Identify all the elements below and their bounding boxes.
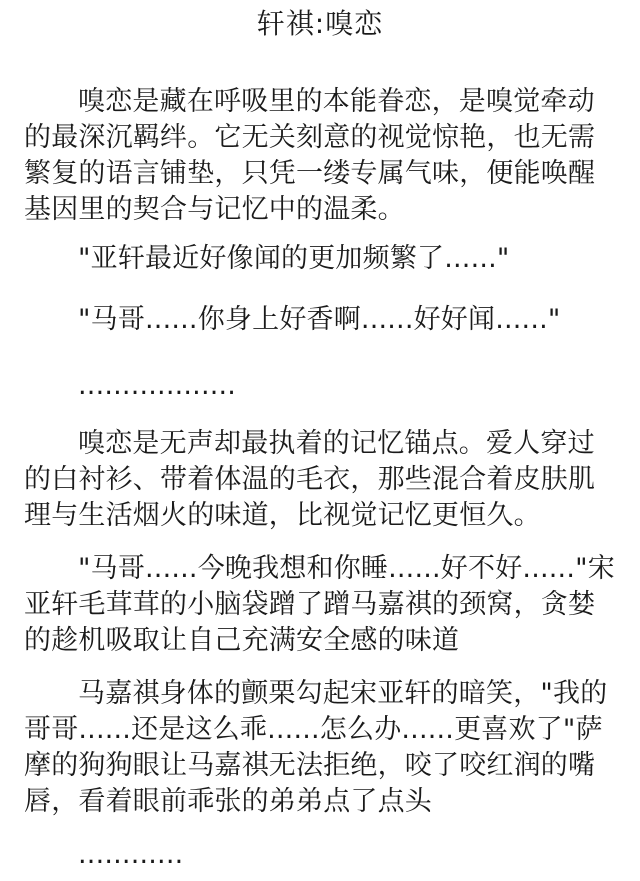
paragraph-dialogue: 马嘉祺身体的颤栗勾起宋亚轩的暗笑，"我的哥哥......还是这么乖......怎么办......更喜欢了"萨摩的狗狗眼让马嘉祺无法拒绝，咬了咬红润的嘴唇，看着眼前乖张的弟弟点了点头 [24, 678, 608, 817]
page-title: 轩祺:嗅恋 [256, 7, 384, 40]
dialogue-line: "马哥......你身上好香啊......好好闻......" [78, 304, 561, 335]
dialogue-line: "亚轩最近好像闻的更加频繁了......" [78, 243, 510, 274]
paragraph-memory: 嗅恋是无声却最执着的记忆锚点。爱人穿过的白衬衫、带着体温的毛衣，那些混合着皮肤肌理与生活烟火的味道，比视觉记忆更恒久。 [24, 428, 596, 531]
paragraph-dialogue: "马哥......今晚我想和你睡......好不好......"宋亚轩毛茸茸的小脑袋蹭了蹭马嘉祺的颈窝，贪婪的趁机吸取让自己充满安全感的味道 [24, 553, 615, 656]
paragraph-intro: 嗅恋是藏在呼吸里的本能眷恋，是嗅觉牵动的最深沉羁绊。它无关刻意的视觉惊艳，也无需繁复的语言铺垫，只凭一缕专属气味，便能唤醒基因里的契合与记忆中的温柔。 [24, 86, 596, 225]
ellipsis-separator: .................. [78, 370, 237, 401]
ellipsis-separator: ............ [78, 839, 184, 870]
